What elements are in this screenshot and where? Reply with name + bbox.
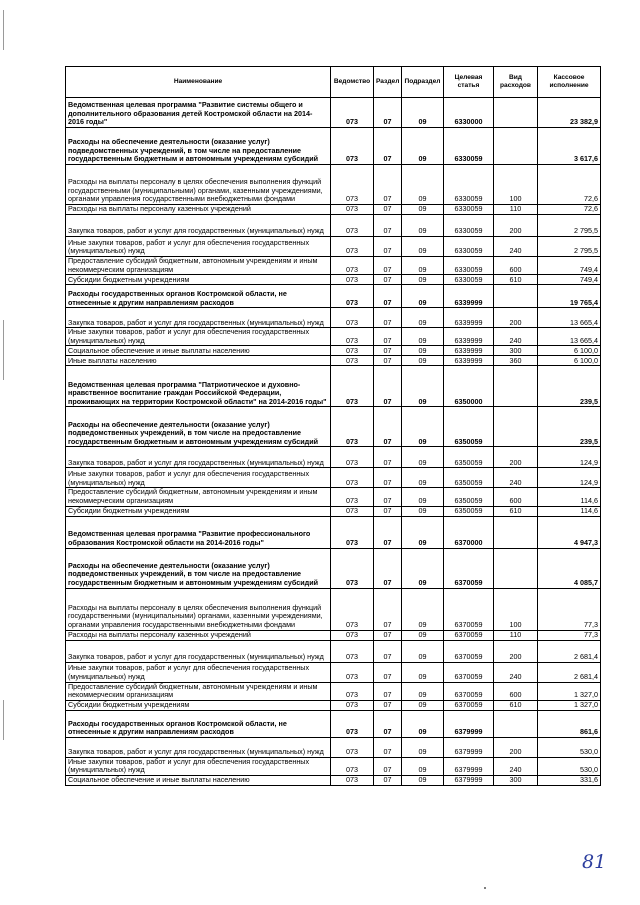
cell-razdel: 07 bbox=[374, 328, 402, 346]
cell-name: Расходы на обеспечение деятельности (оказание услуг) подведомственных учреждений, в том числе на предоставление государственным бюджетным и автономным учреждениям субсидий bbox=[66, 407, 331, 447]
cell-vedomstvo: 073 bbox=[331, 257, 374, 275]
cell-celevaya-statya: 6339999 bbox=[444, 328, 494, 346]
cell-podrazdel: 09 bbox=[402, 516, 444, 548]
cell-razdel: 07 bbox=[374, 775, 402, 785]
table-row bbox=[66, 237, 601, 257]
header-vid-raskhodov: Вид расходов bbox=[494, 67, 538, 98]
cell-name: Ведомственная целевая программа "Развитие системы общего и дополнительного образования детей Костромской области на 2014-2016 годы" bbox=[66, 98, 331, 128]
cell-razdel: 07 bbox=[374, 257, 402, 275]
scan-speck bbox=[484, 887, 486, 889]
cell-celevaya-statya: 6350059 bbox=[444, 488, 494, 506]
cell-celevaya-statya: 6370059 bbox=[444, 682, 494, 700]
cell-podrazdel: 09 bbox=[402, 468, 444, 488]
cell-razdel: 07 bbox=[374, 407, 402, 447]
table-row bbox=[66, 407, 601, 447]
cell-name: Иные закупки товаров, работ и услуг для обеспечения государственных (муниципальных) нужд bbox=[66, 757, 331, 775]
cell-name: Предоставление субсидий бюджетным, автономным учреждениям и иным некоммерческим организациям bbox=[66, 488, 331, 506]
table-row bbox=[66, 775, 601, 785]
cell-kassovoe-ispolnenie: 530,0 bbox=[538, 737, 601, 757]
cell-vedomstvo: 073 bbox=[331, 98, 374, 128]
cell-vid-raskhodov: 200 bbox=[494, 215, 538, 237]
cell-podrazdel: 09 bbox=[402, 215, 444, 237]
table-row bbox=[66, 205, 601, 215]
cell-name: Расходы на выплаты персоналу в целях обеспечения выполнения функций государственными (муниципальными) органами, казенными учреждениями, органами управления государственными внебюджетными фондами bbox=[66, 588, 331, 630]
cell-podrazdel: 09 bbox=[402, 328, 444, 346]
scan-margin-line-mid bbox=[3, 320, 4, 380]
table-row bbox=[66, 516, 601, 548]
cell-vedomstvo: 073 bbox=[331, 775, 374, 785]
cell-razdel: 07 bbox=[374, 737, 402, 757]
table-row bbox=[66, 275, 601, 285]
cell-name: Иные закупки товаров, работ и услуг для обеспечения государственных (муниципальных) нужд bbox=[66, 662, 331, 682]
table-row bbox=[66, 488, 601, 506]
cell-vedomstvo: 073 bbox=[331, 275, 374, 285]
cell-vid-raskhodov bbox=[494, 285, 538, 308]
cell-razdel: 07 bbox=[374, 128, 402, 165]
cell-vid-raskhodov bbox=[494, 128, 538, 165]
cell-vedomstvo: 073 bbox=[331, 757, 374, 775]
cell-vid-raskhodov: 610 bbox=[494, 700, 538, 710]
cell-razdel: 07 bbox=[374, 165, 402, 205]
cell-razdel: 07 bbox=[374, 275, 402, 285]
cell-vedomstvo: 073 bbox=[331, 215, 374, 237]
cell-razdel: 07 bbox=[374, 366, 402, 407]
cell-vid-raskhodov: 600 bbox=[494, 257, 538, 275]
cell-podrazdel: 09 bbox=[402, 548, 444, 588]
cell-podrazdel: 09 bbox=[402, 488, 444, 506]
cell-razdel: 07 bbox=[374, 346, 402, 356]
table-row bbox=[66, 468, 601, 488]
cell-vedomstvo: 073 bbox=[331, 682, 374, 700]
cell-celevaya-statya: 6370059 bbox=[444, 588, 494, 630]
cell-name: Ведомственная целевая программа "Патриотическое и духовно-нравственное воспитание граждан Российской Федерации, проживающих на территории Костромской области" на 2014-2016 годы" bbox=[66, 366, 331, 407]
cell-name: Субсидии бюджетным учреждениям bbox=[66, 275, 331, 285]
cell-celevaya-statya: 6350059 bbox=[444, 468, 494, 488]
cell-kassovoe-ispolnenie: 3 617,6 bbox=[538, 128, 601, 165]
cell-razdel: 07 bbox=[374, 506, 402, 516]
cell-vid-raskhodov: 600 bbox=[494, 488, 538, 506]
cell-vedomstvo: 073 bbox=[331, 165, 374, 205]
table-body bbox=[66, 98, 601, 786]
cell-vedomstvo: 073 bbox=[331, 700, 374, 710]
cell-celevaya-statya: 6339999 bbox=[444, 356, 494, 366]
cell-kassovoe-ispolnenie: 13 665,4 bbox=[538, 308, 601, 328]
cell-razdel: 07 bbox=[374, 640, 402, 662]
cell-vedomstvo: 073 bbox=[331, 516, 374, 548]
cell-podrazdel: 09 bbox=[402, 165, 444, 205]
cell-podrazdel: 09 bbox=[402, 710, 444, 737]
header-kassovoe-ispolnenie: Кассовое исполнение bbox=[538, 67, 601, 98]
cell-celevaya-statya: 6379999 bbox=[444, 757, 494, 775]
cell-kassovoe-ispolnenie: 861,6 bbox=[538, 710, 601, 737]
cell-name: Расходы на обеспечение деятельности (оказание услуг) подведомственных учреждений, в том числе на предоставление государственным бюджетным и автономным учреждениям субсидий bbox=[66, 128, 331, 165]
handwritten-page-number: 81 bbox=[582, 851, 607, 873]
table-row bbox=[66, 737, 601, 757]
cell-vid-raskhodov: 110 bbox=[494, 205, 538, 215]
cell-celevaya-statya: 6330059 bbox=[444, 205, 494, 215]
cell-vedomstvo: 073 bbox=[331, 128, 374, 165]
cell-name: Предоставление субсидий бюджетным, автономным учреждениям и иным некоммерческим организациям bbox=[66, 682, 331, 700]
cell-name: Закупка товаров, работ и услуг для государственных (муниципальных) нужд bbox=[66, 308, 331, 328]
cell-podrazdel: 09 bbox=[402, 275, 444, 285]
cell-vid-raskhodov: 240 bbox=[494, 662, 538, 682]
cell-vid-raskhodov: 110 bbox=[494, 630, 538, 640]
table-row bbox=[66, 356, 601, 366]
cell-podrazdel: 09 bbox=[402, 356, 444, 366]
table-row bbox=[66, 346, 601, 356]
table-row bbox=[66, 165, 601, 205]
cell-vedomstvo: 073 bbox=[331, 308, 374, 328]
cell-vedomstvo: 073 bbox=[331, 205, 374, 215]
cell-celevaya-statya: 6330059 bbox=[444, 128, 494, 165]
cell-podrazdel: 09 bbox=[402, 237, 444, 257]
table-row bbox=[66, 662, 601, 682]
cell-podrazdel: 09 bbox=[402, 407, 444, 447]
cell-celevaya-statya: 6379999 bbox=[444, 775, 494, 785]
cell-vid-raskhodov bbox=[494, 407, 538, 447]
table-row bbox=[66, 682, 601, 700]
cell-vid-raskhodov: 200 bbox=[494, 737, 538, 757]
scan-margin-line-bottom bbox=[3, 700, 4, 740]
header-vedomstvo: Ведомство bbox=[331, 67, 374, 98]
cell-kassovoe-ispolnenie: 23 382,9 bbox=[538, 98, 601, 128]
cell-razdel: 07 bbox=[374, 516, 402, 548]
cell-kassovoe-ispolnenie: 331,6 bbox=[538, 775, 601, 785]
cell-celevaya-statya: 6350059 bbox=[444, 506, 494, 516]
cell-vid-raskhodov: 240 bbox=[494, 237, 538, 257]
cell-vedomstvo: 073 bbox=[331, 548, 374, 588]
cell-vedomstvo: 073 bbox=[331, 407, 374, 447]
cell-podrazdel: 09 bbox=[402, 757, 444, 775]
cell-razdel: 07 bbox=[374, 682, 402, 700]
cell-celevaya-statya: 6330000 bbox=[444, 98, 494, 128]
cell-vedomstvo: 073 bbox=[331, 366, 374, 407]
table-row bbox=[66, 308, 601, 328]
cell-name: Субсидии бюджетным учреждениям bbox=[66, 506, 331, 516]
cell-name: Иные закупки товаров, работ и услуг для обеспечения государственных (муниципальных) нужд bbox=[66, 468, 331, 488]
cell-name: Расходы государственных органов Костромской области, не отнесенные к другим направлениям расходов bbox=[66, 710, 331, 737]
cell-razdel: 07 bbox=[374, 700, 402, 710]
cell-vid-raskhodov bbox=[494, 710, 538, 737]
cell-celevaya-statya: 6370059 bbox=[444, 700, 494, 710]
scan-margin-line-top bbox=[3, 10, 4, 50]
cell-vedomstvo: 073 bbox=[331, 237, 374, 257]
cell-kassovoe-ispolnenie: 2 681,4 bbox=[538, 662, 601, 682]
cell-razdel: 07 bbox=[374, 215, 402, 237]
cell-podrazdel: 09 bbox=[402, 257, 444, 275]
cell-kassovoe-ispolnenie: 1 327,0 bbox=[538, 682, 601, 700]
cell-kassovoe-ispolnenie: 239,5 bbox=[538, 366, 601, 407]
cell-name: Ведомственная целевая программа "Развитие профессионального образования Костромской области на 2014-2016 годы" bbox=[66, 516, 331, 548]
cell-kassovoe-ispolnenie: 530,0 bbox=[538, 757, 601, 775]
cell-celevaya-statya: 6330059 bbox=[444, 275, 494, 285]
cell-vid-raskhodov bbox=[494, 516, 538, 548]
cell-podrazdel: 09 bbox=[402, 205, 444, 215]
table-row bbox=[66, 700, 601, 710]
cell-vid-raskhodov bbox=[494, 366, 538, 407]
cell-name: Иные закупки товаров, работ и услуг для обеспечения государственных (муниципальных) нужд bbox=[66, 237, 331, 257]
cell-vid-raskhodov: 610 bbox=[494, 275, 538, 285]
table-header-row bbox=[66, 67, 601, 98]
cell-kassovoe-ispolnenie: 77,3 bbox=[538, 588, 601, 630]
cell-kassovoe-ispolnenie: 124,9 bbox=[538, 468, 601, 488]
cell-kassovoe-ispolnenie: 114,6 bbox=[538, 506, 601, 516]
cell-name: Расходы государственных органов Костромской области, не отнесенные к другим направлениям расходов bbox=[66, 285, 331, 308]
cell-name: Социальное обеспечение и иные выплаты населению bbox=[66, 775, 331, 785]
cell-celevaya-statya: 6379999 bbox=[444, 710, 494, 737]
cell-celevaya-statya: 6370059 bbox=[444, 640, 494, 662]
cell-vedomstvo: 073 bbox=[331, 588, 374, 630]
cell-podrazdel: 09 bbox=[402, 506, 444, 516]
cell-vid-raskhodov: 300 bbox=[494, 346, 538, 356]
cell-name: Предоставление субсидий бюджетным, автономным учреждениям и иным некоммерческим организациям bbox=[66, 257, 331, 275]
cell-razdel: 07 bbox=[374, 468, 402, 488]
table-row bbox=[66, 640, 601, 662]
cell-razdel: 07 bbox=[374, 98, 402, 128]
table-row bbox=[66, 588, 601, 630]
header-celevaya-statya: Целевая статья bbox=[444, 67, 494, 98]
table-row bbox=[66, 757, 601, 775]
cell-podrazdel: 09 bbox=[402, 308, 444, 328]
cell-vid-raskhodov: 240 bbox=[494, 468, 538, 488]
cell-vedomstvo: 073 bbox=[331, 710, 374, 737]
cell-kassovoe-ispolnenie: 749,4 bbox=[538, 257, 601, 275]
table-row bbox=[66, 328, 601, 346]
cell-podrazdel: 09 bbox=[402, 366, 444, 407]
cell-celevaya-statya: 6350059 bbox=[444, 447, 494, 468]
cell-vedomstvo: 073 bbox=[331, 328, 374, 346]
cell-kassovoe-ispolnenie: 1 327,0 bbox=[538, 700, 601, 710]
cell-celevaya-statya: 6350059 bbox=[444, 407, 494, 447]
cell-razdel: 07 bbox=[374, 710, 402, 737]
cell-celevaya-statya: 6379999 bbox=[444, 737, 494, 757]
cell-vid-raskhodov: 360 bbox=[494, 356, 538, 366]
cell-celevaya-statya: 6339999 bbox=[444, 285, 494, 308]
cell-name: Расходы на обеспечение деятельности (оказание услуг) подведомственных учреждений, в том числе на предоставление государственным бюджетным и автономным учреждениям субсидий bbox=[66, 548, 331, 588]
cell-vid-raskhodov: 200 bbox=[494, 447, 538, 468]
table-row bbox=[66, 506, 601, 516]
cell-vedomstvo: 073 bbox=[331, 506, 374, 516]
cell-vid-raskhodov: 240 bbox=[494, 328, 538, 346]
cell-razdel: 07 bbox=[374, 285, 402, 308]
cell-podrazdel: 09 bbox=[402, 775, 444, 785]
cell-razdel: 07 bbox=[374, 588, 402, 630]
cell-name: Субсидии бюджетным учреждениям bbox=[66, 700, 331, 710]
cell-celevaya-statya: 6339999 bbox=[444, 346, 494, 356]
table-row bbox=[66, 285, 601, 308]
cell-podrazdel: 09 bbox=[402, 346, 444, 356]
cell-vedomstvo: 073 bbox=[331, 630, 374, 640]
cell-vid-raskhodov bbox=[494, 548, 538, 588]
cell-vid-raskhodov: 200 bbox=[494, 640, 538, 662]
table-row bbox=[66, 366, 601, 407]
cell-podrazdel: 09 bbox=[402, 662, 444, 682]
cell-vid-raskhodov: 240 bbox=[494, 757, 538, 775]
cell-podrazdel: 09 bbox=[402, 640, 444, 662]
cell-kassovoe-ispolnenie: 6 100,0 bbox=[538, 356, 601, 366]
cell-celevaya-statya: 6330059 bbox=[444, 237, 494, 257]
table-row bbox=[66, 447, 601, 468]
cell-razdel: 07 bbox=[374, 662, 402, 682]
cell-vedomstvo: 073 bbox=[331, 488, 374, 506]
cell-name: Расходы на выплаты персоналу в целях обеспечения выполнения функций государственными (муниципальными) органами, казенными учреждениями, органами управления государственными внебюджетными фондами bbox=[66, 165, 331, 205]
cell-vedomstvo: 073 bbox=[331, 640, 374, 662]
cell-razdel: 07 bbox=[374, 548, 402, 588]
cell-name: Социальное обеспечение и иные выплаты населению bbox=[66, 346, 331, 356]
table-row bbox=[66, 128, 601, 165]
cell-podrazdel: 09 bbox=[402, 682, 444, 700]
cell-celevaya-statya: 6370000 bbox=[444, 516, 494, 548]
cell-vid-raskhodov: 600 bbox=[494, 682, 538, 700]
cell-podrazdel: 09 bbox=[402, 737, 444, 757]
cell-vedomstvo: 073 bbox=[331, 356, 374, 366]
cell-celevaya-statya: 6330059 bbox=[444, 257, 494, 275]
cell-kassovoe-ispolnenie: 72,6 bbox=[538, 205, 601, 215]
cell-kassovoe-ispolnenie: 2 681,4 bbox=[538, 640, 601, 662]
cell-podrazdel: 09 bbox=[402, 447, 444, 468]
cell-vedomstvo: 073 bbox=[331, 662, 374, 682]
cell-razdel: 07 bbox=[374, 205, 402, 215]
cell-kassovoe-ispolnenie: 77,3 bbox=[538, 630, 601, 640]
table-row bbox=[66, 257, 601, 275]
cell-vedomstvo: 073 bbox=[331, 285, 374, 308]
cell-vedomstvo: 073 bbox=[331, 737, 374, 757]
cell-kassovoe-ispolnenie: 4 085,7 bbox=[538, 548, 601, 588]
cell-name: Закупка товаров, работ и услуг для государственных (муниципальных) нужд bbox=[66, 737, 331, 757]
cell-razdel: 07 bbox=[374, 630, 402, 640]
cell-name: Расходы на выплаты персоналу казенных учреждений bbox=[66, 205, 331, 215]
table-row bbox=[66, 215, 601, 237]
cell-podrazdel: 09 bbox=[402, 285, 444, 308]
cell-podrazdel: 09 bbox=[402, 630, 444, 640]
cell-celevaya-statya: 6330059 bbox=[444, 215, 494, 237]
cell-vid-raskhodov: 100 bbox=[494, 588, 538, 630]
cell-kassovoe-ispolnenie: 13 665,4 bbox=[538, 328, 601, 346]
cell-kassovoe-ispolnenie: 6 100,0 bbox=[538, 346, 601, 356]
cell-razdel: 07 bbox=[374, 447, 402, 468]
table-row bbox=[66, 630, 601, 640]
cell-vid-raskhodov: 200 bbox=[494, 308, 538, 328]
header-razdel: Раздел bbox=[374, 67, 402, 98]
cell-vedomstvo: 073 bbox=[331, 447, 374, 468]
cell-kassovoe-ispolnenie: 2 795,5 bbox=[538, 215, 601, 237]
cell-celevaya-statya: 6370059 bbox=[444, 662, 494, 682]
cell-kassovoe-ispolnenie: 239,5 bbox=[538, 407, 601, 447]
cell-celevaya-statya: 6330059 bbox=[444, 165, 494, 205]
cell-name: Иные закупки товаров, работ и услуг для обеспечения государственных (муниципальных) нужд bbox=[66, 328, 331, 346]
cell-kassovoe-ispolnenie: 749,4 bbox=[538, 275, 601, 285]
cell-kassovoe-ispolnenie: 4 947,3 bbox=[538, 516, 601, 548]
cell-razdel: 07 bbox=[374, 757, 402, 775]
header-name: Наименование bbox=[66, 67, 331, 98]
cell-vid-raskhodov: 610 bbox=[494, 506, 538, 516]
cell-podrazdel: 09 bbox=[402, 98, 444, 128]
cell-razdel: 07 bbox=[374, 488, 402, 506]
cell-celevaya-statya: 6339999 bbox=[444, 308, 494, 328]
cell-name: Иные выплаты населению bbox=[66, 356, 331, 366]
cell-kassovoe-ispolnenie: 114,6 bbox=[538, 488, 601, 506]
budget-execution-table bbox=[65, 66, 601, 786]
cell-vedomstvo: 073 bbox=[331, 346, 374, 356]
cell-kassovoe-ispolnenie: 2 795,5 bbox=[538, 237, 601, 257]
cell-razdel: 07 bbox=[374, 237, 402, 257]
cell-podrazdel: 09 bbox=[402, 128, 444, 165]
cell-vid-raskhodov: 300 bbox=[494, 775, 538, 785]
cell-razdel: 07 bbox=[374, 356, 402, 366]
cell-vedomstvo: 073 bbox=[331, 468, 374, 488]
cell-vid-raskhodov bbox=[494, 98, 538, 128]
cell-celevaya-statya: 6350000 bbox=[444, 366, 494, 407]
cell-kassovoe-ispolnenie: 72,6 bbox=[538, 165, 601, 205]
table-row bbox=[66, 548, 601, 588]
cell-name: Расходы на выплаты персоналу казенных учреждений bbox=[66, 630, 331, 640]
cell-celevaya-statya: 6370059 bbox=[444, 548, 494, 588]
cell-podrazdel: 09 bbox=[402, 588, 444, 630]
cell-celevaya-statya: 6370059 bbox=[444, 630, 494, 640]
table-row bbox=[66, 710, 601, 737]
cell-kassovoe-ispolnenie: 19 765,4 bbox=[538, 285, 601, 308]
cell-name: Закупка товаров, работ и услуг для государственных (муниципальных) нужд bbox=[66, 215, 331, 237]
cell-kassovoe-ispolnenie: 124,9 bbox=[538, 447, 601, 468]
header-podrazdel: Подраздел bbox=[402, 67, 444, 98]
cell-podrazdel: 09 bbox=[402, 700, 444, 710]
cell-name: Закупка товаров, работ и услуг для государственных (муниципальных) нужд bbox=[66, 447, 331, 468]
cell-razdel: 07 bbox=[374, 308, 402, 328]
table-row bbox=[66, 98, 601, 128]
cell-name: Закупка товаров, работ и услуг для государственных (муниципальных) нужд bbox=[66, 640, 331, 662]
cell-vid-raskhodov: 100 bbox=[494, 165, 538, 205]
